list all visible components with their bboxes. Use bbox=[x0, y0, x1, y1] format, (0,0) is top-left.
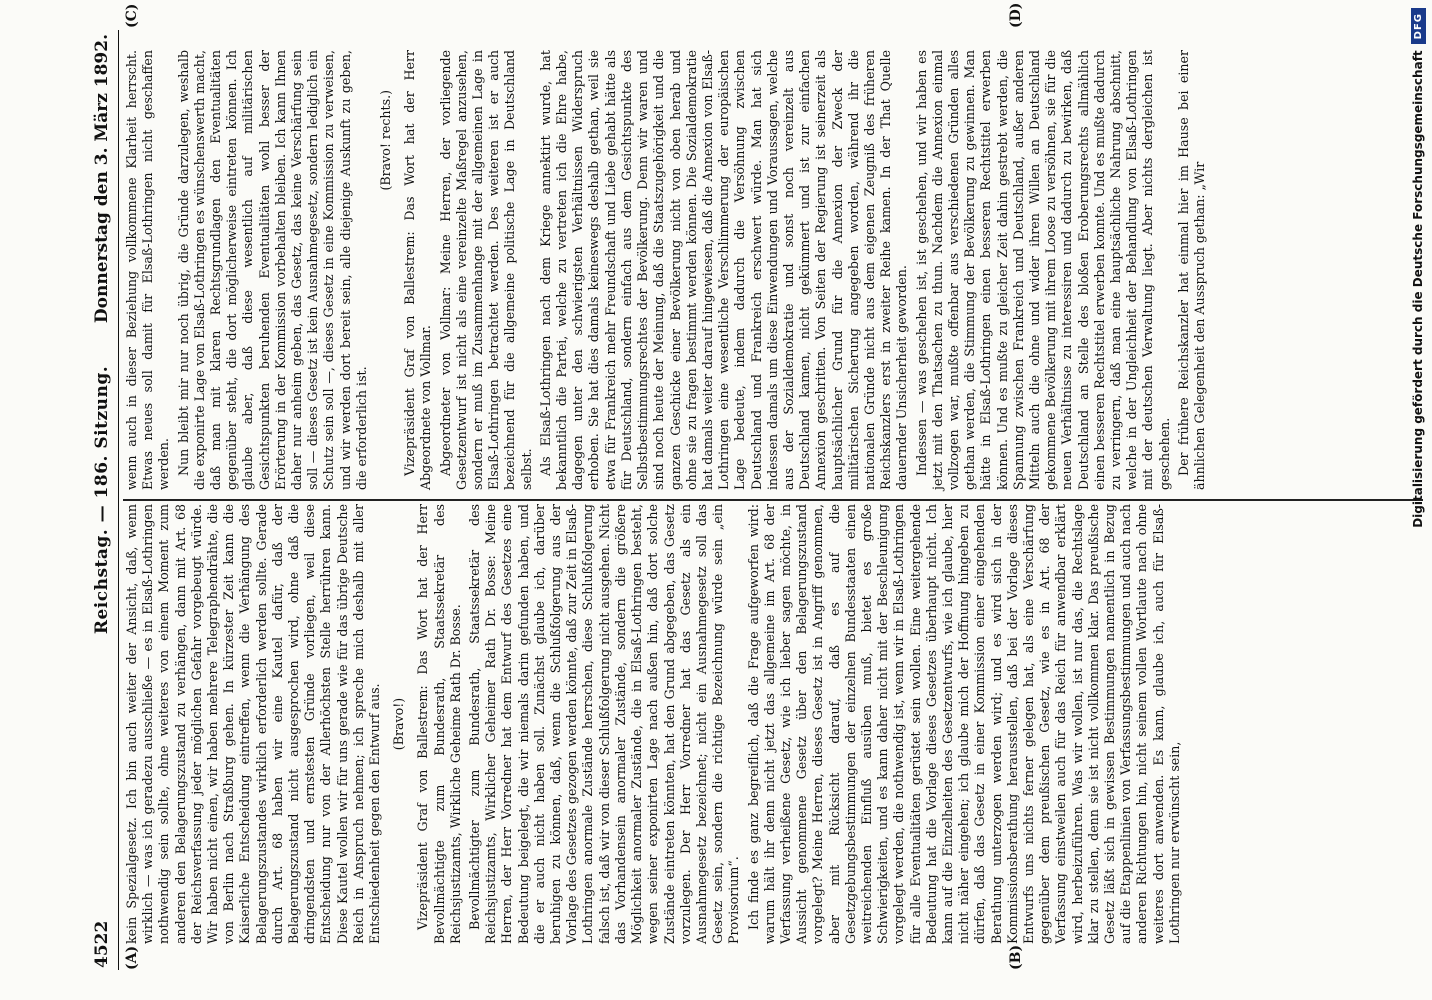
paragraph: Indessen — was geschehen ist, ist geschehen, und wir haben es jetzt mit den Thatsachen zu thun. Nachdem die Annexion einmal vollzogen war, mußte offenbar aus verschiedenen Gründen alles gethan werden, die Stimmung der Bevölkerung zu gewinnen. Man hätte in Elsaß-Lothringen einen besseren Rechtstitel erwerben können. Und es mußte zu gleicher Zeit dahin gestrebt werden, die Spannung zwischen Frankreich und Deutschland, außer anderen Mitteln auch die ohne und wider ihren Willen an Deutschland gekommene Bevölkerung mit ihrem Loose zu versöhnen, sie für die neuen Verhältnisse zu interessiren und dadurch zu bewirken, daß Deutschland an Stelle des bloßen Eroberungsrechts allmählich einen besseren Rechtstitel erwerben konnte. Und es mußte dadurch zu verringern, daß man eine hauptsächliche Nahrung abschnitt, welche in der Ungleichheit der Behandlung von Elsaß-Lothringen mit der deutschen Verwaltung liegt. Aber nichts dergleichen ist geschehen. bbox=[913, 50, 1172, 490]
margin-marker-b: (B) bbox=[1008, 944, 1024, 970]
interjection: (Bravo! rechts.) bbox=[378, 90, 394, 191]
session-date: Donnerstag den 3. März 1892. bbox=[92, 34, 112, 324]
page-title: Reichstag. — 186. Sitzung. bbox=[92, 365, 112, 635]
paragraph: wenn auch in dieser Beziehung vollkommene Klarheit herrscht. Etwas neues soll damit für Elsaß-Lothringen nicht geschaffen werden. bbox=[124, 50, 172, 490]
paragraph: Ich finde es ganz begreiflich, daß die Frage aufgeworfen wird: warum hält ihr denn nicht jetzt das allgemeine im Art. 68 der Verfassung verheißene Gesetz, wie ich lieber sagen möchte, in Aussicht genommene Gesetz über den Belagerungszustand vorgelegt? Meine Herren, dieses Gesetz ist in Angriff genommen, aber mit Rücksicht darauf, daß es auf die Gesetzgebungsbestimmungen der einzelnen Bundesstaaten einen weitreichenden Einfluß ausüben muß, bietet es große Schwierigkeiten, und es kann daher nicht mit der Beschleunigung vorgelegt werden, die nothwendig ist, wenn wir in Elsaß-Lothringen für alle Eventualitäten gerüstet sein wollen. Eine weitergehende Bedeutung hat die Vorlage dieses Gesetzes überhaupt nicht. Ich kann auf die Einzelheiten des Gesetzentwurfs, wie ich glaube, hier nicht näher eingehen; ich glaube mich der Hoffnung hingeben zu dürfen, daß das Gesetz in einer Kommission einer eingehenden Berathung unterzogen werden wird; und es wird sich in der Kommissionsberathung herausstellen, daß bei der Vorlage dieses Entwurfs uns nichts ferner gelegen hat, als eine Verschärfung gegenüber dem preußischen Gesetz, wie es in Art. 68 der Verfassung einstweilen auch für das Reich für anwendbar erklärt wird, herbeizuführen. Was wir wollen, ist nur das, die Rechtslage klar zu stellen, denn sie ist nicht vollkommen klar. Das preußische Gesetz läßt sich in gewissen Bestimmungen namentlich in Bezug auf die Etappenlinien von Verfassungsbestimmungen und auch nach anderen Richtungen hin, nicht seinem vollen Wortlaute nach ohne weiteres dort anwenden. Es kann, glaube ich, auch für Elsaß-Lothringen nur erwünscht sein, bbox=[745, 504, 1182, 944]
paragraph: Bevollmächtigter zum Bundesrath, Staatssekretär des Reichsjustizamts, Wirklicher Geheimer Rath Dr. Bosse: Meine Herren, der Herr Vorredner hat dem Entwurf des Gesetzes eine Bedeutung beigelegt, die wir niemals darin gefunden haben, und die er auch nicht haben soll. Zunächst glaube ich, darüber beruhigen zu können, daß, wenn die Schlußfolgerung aus der Vorlage des Gesetzes gezogen werden könnte, daß zur Zeit in Elsaß-Lothringen anormale Zustände herrschen, diese Schlußfolgerung falsch ist, daß wir von dieser Schlußfolgerung nicht ausgehen. Nicht das Vorhandensein anormaler Zustände, sondern die größere Möglichkeit anormaler Zustände, die in Elsaß-Lothringen besteht, wegen seiner exponirten Lage nach außen hin, daß dort solche Zustände eintreten könnten, hat den Grund abgegeben, das Gesetz vorzulegen. Der Herr Vorredner hat das Gesetz als ein Ausnahmegesetz bezeichnet; nicht ein Ausnahmegesetz soll das Gesetz sein, sondern die richtige Bezeichnung würde sein „ein Provisorium“. bbox=[467, 504, 742, 944]
right-column bbox=[124, 50, 1211, 490]
paragraph: Abgeordneter von Vollmar: Meine Herren, der vorliegende Gesetzentwurf ist nicht als eine vereinzelte Maßregel anzusehen, sondern er muß im Zusammenhange mit der allgemeinen Lage in Elsaß-Lothringen betrachtet werden. Des weiteren ist er auch bezeichnend für die allgemeine politische Lage in Deutschland selbst. bbox=[437, 50, 534, 490]
margin-marker-a: (A) bbox=[124, 945, 140, 970]
page-header bbox=[88, 30, 119, 970]
page-number: 4522 bbox=[92, 920, 112, 968]
footer-text: Digitalisierung gefördert durch die Deutsche Forschungsgemeinschaft bbox=[1411, 50, 1425, 528]
interjection: (Bravo!) bbox=[391, 697, 407, 751]
margin-marker-c: (C) bbox=[124, 3, 140, 28]
dfg-logo: DFG bbox=[1411, 8, 1426, 44]
paragraph: Nun bleibt mir nur noch übrig, die Gründe darzulegen, weshalb die exponirte Lage von Elsaß-Lothringen es wünschenswerth macht, daß man mit klaren Rechtsgrundlagen den Eventualitäten gegenüber steht, die dort möglicherweise eintreten können. Ich glaube aber, daß diese wesentlich auf militärischen Gesichtspunkten beruhenden Eventualitäten wohl besser der Erörterung in der Kommission vorbehalten bleiben. Ich kann Ihnen daher nur anheim geben, das Gesetz, das keine Verschärfung sein soll — dieses Gesetz ist kein Ausnahmegesetz, sondern lediglich ein Schutz sein soll —, dieses Gesetz in eine Kommission zu verweisen, und wir werden dort bereit sein, alle diejenige Auskunft zu geben, die erforderlich ist. bbox=[175, 50, 369, 490]
paragraph: Vizepräsident Graf von Ballestrem: Das Wort hat der Herr Abgeordnete von Vollmar. bbox=[402, 50, 434, 490]
digitization-footer bbox=[1404, 0, 1432, 1000]
paragraph: Der frühere Reichskanzler hat einmal hier im Hause bei einer ähnlichen Gelegenheit den Ausspruch gethan: „Wir bbox=[1175, 50, 1207, 490]
paragraph: kein Spezialgesetz. Ich bin auch weiter der Ansicht, daß, wenn wirklich — was ich geradezu ausschließe — es in Elsaß-Lothringen nothwendig sein sollte, ohne weiteres von einem Moment zum anderen den Belagerungszustand zu verhängen, dann mit Art. 68 der Reichsverfassung jeder möglichen Gefahr vorgebeugt würde. Wir haben nicht einen, wir haben mehrere Telegraphendrähte, die von Berlin nach Straßburg gehen. In kürzester Zeit kann die Kaiserliche Entscheidung eintreffen, wenn die Verhängung des Belagerungszustandes wirklich erforderlich werden sollte. Gerade durch Art. 68 haben wir eine Kautel dafür, daß der Belagerungszustand nicht ausgesprochen wird, ohne daß die dringendsten und ernstesten Gründe vorliegen, weil diese Entscheidung nur von der Allerhöchsten Stelle herrühren kann. Diese Kautel wollen wir für uns gerade wie für das übrige Deutsche Reich in Anspruch nehmen; ich spreche mich deshalb mit aller Entschiedenheit gegen den Entwurf aus. bbox=[124, 504, 383, 944]
paragraph: Als Elsaß-Lothringen nach dem Kriege annektirt wurde, hat bekanntlich die Partei, welche zu vertreten ich die Ehre habe, dagegen unter den schwierigsten Verhältnissen Widerspruch erhoben. Sie hat dies damals keineswegs deshalb gethan, weil sie etwa für Frankreich mehr Freundschaft und Liebe gehabt hätte als für Deutschland, sondern einfach aus dem Gesichtspunkte des Selbstbestimmungsrechtes der Bevölkerung. Denn wir waren und sind noch heute der Meinung, daß die Staatszugehörigkeit und die ganzen Geschicke einer Bevölkerung nicht von oben herab und ohne sie zu fragen bestimmt werden können. Die Sozialdemokratie hat damals weiter darauf hingewiesen, daß die Annexion von Elsaß-Lothringen eine wesentliche Verschlimmerung der europäischen Lage bedeute, indem dadurch die Versöhnung zwischen Deutschland und Frankreich erschwert würde. Man hat sich indessen damals um diese Einwendungen und Voraussagen, welche aus der Sozialdemokratie und sonst noch vereinzelt aus Deutschland kamen, nicht gekümmert und ist zur einfachen Annexion geschritten. Von Seiten der Regierung ist seinerzeit als hauptsächlicher Grund für die Annexion der Zweck der militärischen Sicherung angegeben worden, während ihr die nationalen Gründe nicht aus dem eigenen Zeugniß des früheren Reichskanzlers erst in zweiter Reihe kamen. In der That Quelle dauernder Unsicherheit geworden. bbox=[537, 50, 910, 490]
margin-marker-d: (D) bbox=[1008, 2, 1024, 28]
left-column bbox=[124, 504, 1186, 944]
paragraph: Vizepräsident Graf von Ballestrem: Das Wort hat der Herr Bevollmächtigte zum Bundesrath, Staatssekretär des Reichsjustizamts, Wirkliche Geheime Rath Dr. Bosse. bbox=[415, 504, 463, 944]
column-divider bbox=[123, 500, 1423, 502]
